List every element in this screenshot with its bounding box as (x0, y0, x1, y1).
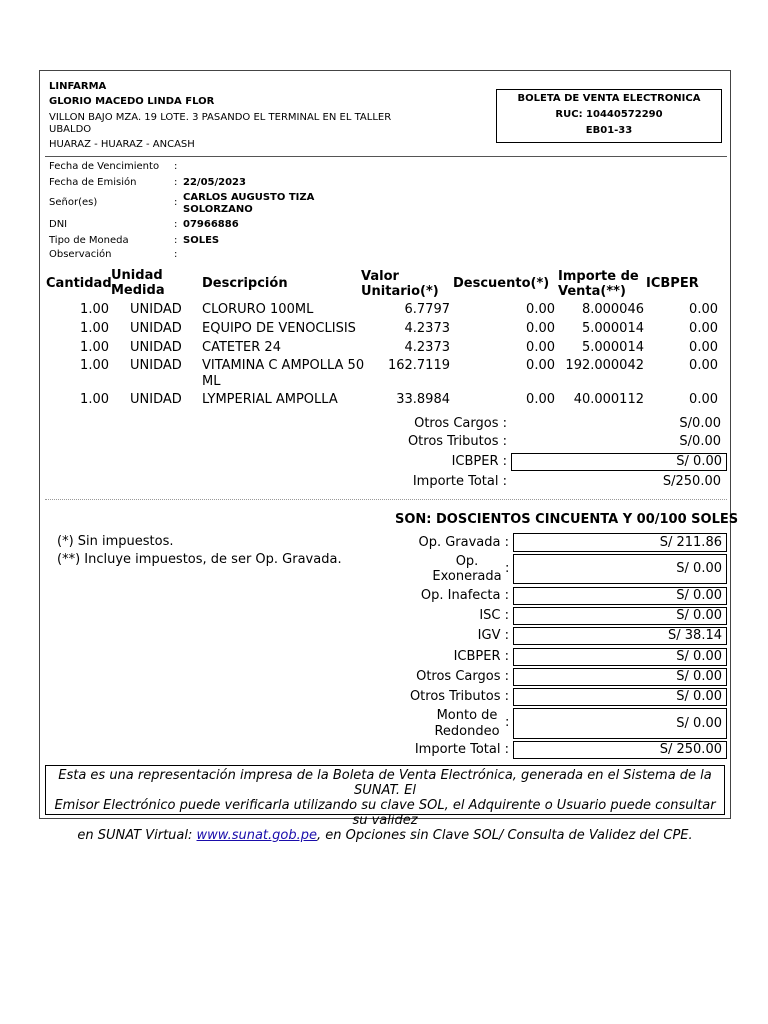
summary-otros-cargos-label: Otros Cargos : (416, 669, 509, 684)
row-unit-value: 4.2373 (404, 340, 450, 355)
dni-label: DNI (49, 219, 68, 230)
totals-divider (45, 499, 727, 500)
legal-notice-line3-post: , en Opciones sin Clave SOL/ Consulta de Validez del CPE. (317, 828, 693, 843)
row-icbper: 0.00 (689, 358, 718, 373)
dni-value: 07966886 (183, 219, 239, 230)
row-amount: 8.000046 (581, 302, 644, 317)
row-description: CLORURO 100ML (202, 302, 314, 317)
subtotal-otros-tributos-value: S/0.00 (679, 434, 721, 449)
customer-name-line1: CARLOS AUGUSTO TIZA (183, 192, 315, 203)
row-discount: 0.00 (526, 392, 555, 407)
summary-redondeo-value: S/ 0.00 (513, 708, 727, 739)
row-description: VITAMINA C AMPOLLA 50 (202, 358, 365, 373)
footnote-includes-taxes: (**) Incluye impuestos, de ser Op. Gravada. (57, 552, 342, 567)
legal-notice-line2: Emisor Electrónico puede verificarla utilizando su clave SOL, el Adquirente o Usuario puede consultar su validez (54, 798, 716, 828)
currency-value: SOLES (183, 235, 220, 246)
row-unit: UNIDAD (130, 321, 182, 336)
summary-inafecta-label: Op. Inafecta : (420, 588, 509, 603)
subtotal-otros-cargos-value: S/0.00 (679, 416, 721, 431)
summary-gravada-value: S/ 211.86 (513, 533, 727, 552)
customer-name-line2: SOLORZANO (183, 204, 253, 215)
subtotal-total-value: S/250.00 (662, 474, 721, 489)
legal-notice (45, 765, 725, 843)
due-date-sep: : (174, 161, 178, 172)
summary-icbper-label: ICBPER : (453, 649, 509, 664)
row-description-line2: ML (202, 374, 221, 389)
summary-isc-value: S/ 0.00 (513, 607, 727, 625)
document-title: BOLETA DE VENTA ELECTRONICA (517, 93, 701, 104)
row-icbper: 0.00 (689, 321, 718, 336)
row-unit: UNIDAD (130, 302, 182, 317)
row-unit-value: 162.7119 (387, 358, 450, 373)
row-qty: 1.00 (80, 340, 109, 355)
customer-label: Señor(es) (49, 197, 98, 208)
row-amount: 5.000014 (581, 340, 644, 355)
summary-igv-label: IGV : (477, 628, 509, 643)
issuer-trade-name: LINFARMA (49, 81, 107, 92)
row-qty: 1.00 (80, 302, 109, 317)
col-header-unit-value-line2: Unitario(*) (361, 284, 439, 299)
summary-exonerada-value: S/ 0.00 (513, 554, 727, 584)
currency-sep: : (174, 235, 178, 246)
summary-exonerada-label-line2: Exonerada (432, 569, 502, 584)
issue-date-label: Fecha de Emisión (49, 177, 137, 188)
summary-total-label: Importe Total : (414, 742, 509, 757)
row-discount: 0.00 (526, 321, 555, 336)
subtotal-total-label: Importe Total : (412, 474, 507, 489)
col-header-amount-line1: Importe de (558, 269, 639, 284)
summary-otros-tributos-value: S/ 0.00 (513, 688, 727, 706)
summary-redondeo-label-line1: Monto de (436, 708, 498, 723)
row-qty: 1.00 (80, 358, 109, 373)
summary-icbper-value: S/ 0.00 (513, 648, 727, 666)
legal-notice-line3 (46, 828, 724, 843)
row-unit-value: 6.7797 (404, 302, 450, 317)
issuer-location: HUARAZ - HUARAZ - ANCASH (49, 139, 195, 150)
col-header-description: Descripción (202, 276, 288, 291)
amount-in-words: SON: DOSCIENTOS CINCUENTA Y 00/100 SOLES (395, 512, 739, 527)
document-ruc: RUC: 10440572290 (555, 109, 663, 120)
row-description: CATETER 24 (202, 340, 281, 355)
header-divider (45, 156, 727, 157)
summary-inafecta-value: S/ 0.00 (513, 587, 727, 605)
row-icbper: 0.00 (689, 392, 718, 407)
row-amount: 40.000112 (573, 392, 644, 407)
observation-label: Observación (49, 249, 112, 260)
invoice-page (39, 70, 739, 843)
col-header-unit-value-line1: Valor (361, 269, 399, 284)
subtotal-otros-tributos-label: Otros Tributos : (407, 434, 507, 449)
row-unit-value: 33.8984 (396, 392, 450, 407)
summary-otros-tributos-label: Otros Tributos : (409, 689, 509, 704)
row-discount: 0.00 (526, 302, 555, 317)
row-unit: UNIDAD (130, 340, 182, 355)
document-number: EB01-33 (585, 125, 633, 136)
row-amount: 192.000042 (565, 358, 644, 373)
row-icbper: 0.00 (689, 302, 718, 317)
observation-sep: : (174, 249, 178, 260)
issuer-address-line1: VILLON BAJO MZA. 19 LOTE. 3 PASANDO EL TERMINAL EN EL TALLER (49, 112, 392, 123)
summary-igv-value: S/ 38.14 (513, 627, 727, 645)
row-qty: 1.00 (80, 392, 109, 407)
subtotal-icbper-label: ICBPER : (451, 454, 507, 469)
issue-date-sep: : (174, 177, 178, 188)
document-type-box (496, 89, 722, 143)
issuer-address-line2: UBALDO (49, 124, 92, 135)
row-unit: UNIDAD (130, 358, 182, 373)
legal-notice-line1: Esta es una representación impresa de la Boleta de Venta Electrónica, generada en el Sistema de la SUNAT. El (58, 768, 712, 798)
row-unit: UNIDAD (130, 392, 182, 407)
row-unit-value: 4.2373 (404, 321, 450, 336)
summary-exonerada-label-line1: Op. (455, 554, 479, 569)
summary-gravada-label: Op. Gravada : (418, 535, 509, 550)
summary-otros-cargos-value: S/ 0.00 (513, 668, 727, 686)
summary-redondeo-colon: : (505, 715, 510, 730)
col-header-unit-line2: Medida (111, 283, 165, 298)
customer-sep: : (174, 197, 178, 208)
col-header-unit-line1: Unidad (111, 268, 163, 283)
row-description: EQUIPO DE VENOCLISIS (202, 321, 356, 336)
subtotal-otros-cargos-label: Otros Cargos : (414, 416, 507, 431)
row-discount: 0.00 (526, 340, 555, 355)
legal-notice-line3-pre: en SUNAT Virtual: (77, 828, 197, 843)
row-amount: 5.000014 (581, 321, 644, 336)
currency-label: Tipo de Moneda (49, 235, 129, 246)
sunat-link[interactable]: www.sunat.gob.pe (196, 828, 318, 843)
summary-total-value: S/ 250.00 (513, 741, 727, 759)
row-qty: 1.00 (80, 321, 109, 336)
summary-redondeo-label-line2: Redondeo (434, 724, 500, 739)
issue-date-value: 22/05/2023 (183, 177, 246, 188)
col-header-qty: Cantidad (46, 276, 112, 291)
col-header-icbper: ICBPER (646, 276, 699, 291)
dni-sep: : (174, 219, 178, 230)
row-description: LYMPERIAL AMPOLLA (202, 392, 338, 407)
row-discount: 0.00 (526, 358, 555, 373)
summary-exonerada-colon: : (505, 561, 510, 576)
subtotal-icbper-value: S/ 0.00 (511, 453, 727, 471)
footnote-without-taxes: (*) Sin impuestos. (57, 534, 174, 549)
summary-isc-label: ISC : (479, 608, 509, 623)
due-date-label: Fecha de Vencimiento (49, 161, 160, 172)
col-header-discount: Descuento(*) (453, 276, 550, 291)
issuer-owner: GLORIO MACEDO LINDA FLOR (49, 96, 215, 107)
col-header-amount-line2: Venta(**) (558, 284, 626, 299)
row-icbper: 0.00 (689, 340, 718, 355)
